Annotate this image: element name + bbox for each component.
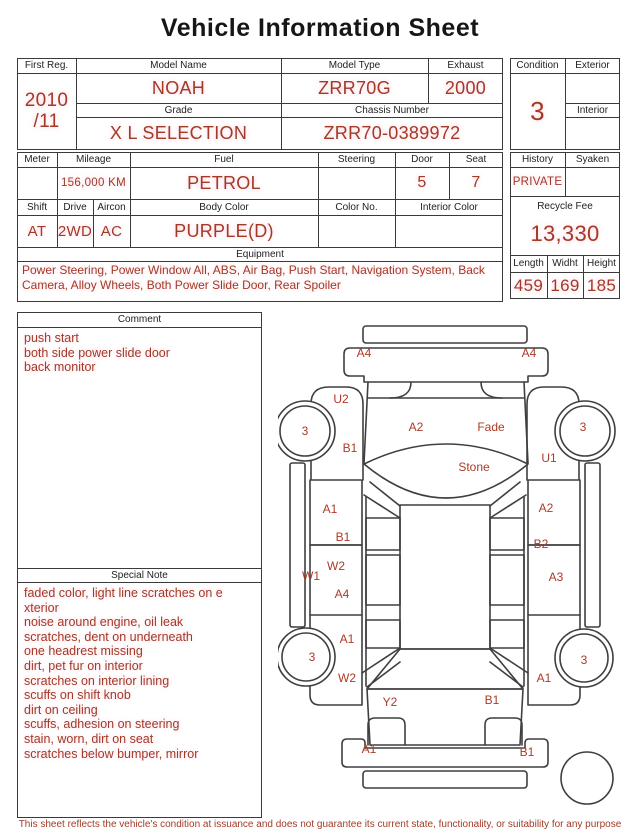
grid-line bbox=[57, 199, 58, 247]
special-note-lines bbox=[24, 586, 260, 761]
interior-color-label: Interior Color bbox=[420, 201, 478, 213]
damage-code-label: 3 bbox=[579, 420, 587, 434]
damage-code-label: B1 bbox=[342, 441, 358, 455]
text-line: scratches, dent on underneath bbox=[24, 629, 193, 644]
grid-line bbox=[565, 152, 566, 196]
disclaimer-text: This sheet reflects the vehicle's condition at issuance and does not guarantee its current state, functionality, or suitability for any purpose bbox=[18, 819, 622, 830]
spare-wheel bbox=[561, 752, 613, 804]
text-line: dirt, pet fur on interior bbox=[24, 658, 143, 673]
headlight-arc-right bbox=[481, 382, 502, 398]
comment-lines bbox=[24, 331, 256, 375]
history-label: History bbox=[521, 154, 554, 165]
model-name-label: Model Name bbox=[150, 60, 207, 71]
grid-line bbox=[547, 255, 548, 299]
aircon-value: AC bbox=[100, 222, 123, 240]
body-color-value: PURPLE(D) bbox=[174, 220, 274, 241]
damage-code-label: A1 bbox=[322, 502, 338, 516]
seat-value: 7 bbox=[471, 174, 481, 191]
text-line: scratches on interior lining bbox=[24, 673, 170, 688]
equipment-label: Equipment bbox=[236, 248, 284, 260]
door-label: Door bbox=[411, 154, 433, 165]
grid-line bbox=[395, 199, 396, 247]
left-window-1-shape bbox=[366, 518, 400, 550]
text-line: scuffs, adhesion on steering bbox=[24, 717, 180, 732]
grid-line bbox=[318, 199, 319, 247]
damage-code-label: 3 bbox=[308, 650, 316, 664]
damage-code-label: B2 bbox=[533, 537, 549, 551]
damage-code-label: B1 bbox=[519, 745, 535, 759]
damage-code-label: 3 bbox=[580, 653, 588, 667]
headlight-arc-left bbox=[390, 382, 411, 398]
grid-line bbox=[510, 272, 620, 273]
c-pillar-left-line bbox=[362, 648, 400, 673]
grade-value: X L SELECTION bbox=[109, 123, 248, 143]
damage-code-label: 3 bbox=[301, 424, 309, 438]
grid-line bbox=[510, 196, 620, 197]
text-line: noise around engine, oil leak bbox=[24, 615, 184, 630]
grid-line bbox=[17, 247, 503, 248]
steering-label: Steering bbox=[337, 154, 376, 165]
damage-code-label: A1 bbox=[339, 632, 355, 646]
page-title: Vehicle Information Sheet bbox=[160, 14, 480, 42]
grid-line bbox=[565, 58, 566, 150]
exhaust-value: 2000 bbox=[444, 77, 487, 98]
first-reg-month: /11 bbox=[33, 111, 60, 132]
hood-left-edge bbox=[364, 382, 368, 463]
windshield-shape bbox=[364, 444, 528, 498]
grade-label: Grade bbox=[164, 104, 193, 116]
grid-line bbox=[76, 58, 77, 150]
text-line: faded color, light line scratches on e bbox=[24, 586, 223, 600]
grid-line bbox=[395, 152, 396, 199]
text-line: both side power slide door bbox=[24, 345, 170, 360]
mileage-value: 156,000 KM bbox=[60, 177, 126, 189]
body-color-label: Body Color bbox=[199, 201, 249, 213]
model-name-value: NOAH bbox=[151, 77, 206, 98]
grid-line bbox=[17, 582, 262, 583]
damage-code-label: B1 bbox=[484, 693, 500, 707]
damage-code-label: Stone bbox=[458, 460, 490, 474]
width-label: Widht bbox=[552, 258, 578, 269]
right-window-2-shape bbox=[490, 555, 524, 605]
rear-lamp-right-shape bbox=[485, 718, 522, 745]
right-front-door-shape bbox=[528, 480, 580, 545]
grid-line bbox=[510, 255, 620, 256]
damage-code-label: A4 bbox=[334, 587, 350, 601]
damage-code-label: W2 bbox=[338, 671, 356, 685]
damage-code-label: Fade bbox=[477, 420, 505, 434]
length-label: Length bbox=[513, 258, 544, 269]
rear-bumper-strip-shape bbox=[363, 771, 527, 788]
grid-line bbox=[17, 215, 503, 216]
chassis-label: Chassis Number bbox=[355, 104, 429, 116]
grid-line bbox=[130, 152, 131, 199]
grid-line bbox=[17, 568, 262, 569]
grid-line bbox=[318, 152, 319, 199]
text-line: push start bbox=[24, 331, 79, 345]
front-bumper-shape bbox=[344, 348, 548, 382]
damage-code-label: W2 bbox=[327, 559, 345, 573]
text-line: dirt on ceiling bbox=[24, 702, 98, 717]
grid-line bbox=[17, 167, 503, 168]
grid-line bbox=[565, 103, 620, 104]
meter-label: Meter bbox=[24, 154, 50, 165]
text-line: stain, worn, dirt on seat bbox=[24, 731, 154, 746]
first-reg-label: First Reg. bbox=[24, 60, 69, 71]
grid-line bbox=[583, 255, 584, 299]
seat-label: Seat bbox=[465, 154, 487, 165]
damage-code-label: A1 bbox=[361, 742, 377, 756]
shift-label: Shift bbox=[26, 201, 47, 213]
rear-lamp-left-shape bbox=[368, 718, 405, 745]
right-window-1-shape bbox=[490, 518, 524, 550]
first-reg-value bbox=[17, 74, 76, 148]
left-window-3-shape bbox=[366, 620, 400, 648]
damage-code-label: U1 bbox=[541, 451, 557, 465]
interior-label: Interior bbox=[576, 104, 609, 116]
grid-line bbox=[57, 152, 58, 199]
height-value: 185 bbox=[586, 275, 617, 295]
damage-code-label: U2 bbox=[333, 392, 349, 406]
damage-code-label: Y2 bbox=[382, 695, 398, 709]
recycle-fee-label: Recycle Fee bbox=[537, 200, 593, 212]
damage-code-label: B1 bbox=[335, 530, 351, 544]
grid-line bbox=[17, 261, 503, 262]
drive-value: 2WD bbox=[57, 222, 93, 240]
grid-line bbox=[510, 73, 620, 74]
damage-code-label: A1 bbox=[536, 671, 552, 685]
text-line: scratches below bumper, mirror bbox=[24, 746, 199, 761]
c-pillar-right-line bbox=[490, 648, 528, 673]
aircon-label: Aircon bbox=[97, 201, 126, 213]
left-window-2-shape bbox=[366, 555, 400, 605]
special-note-label: Special Note bbox=[111, 569, 168, 581]
grid-line bbox=[17, 199, 503, 200]
model-type-label: Model Type bbox=[328, 60, 381, 71]
fuel-value: PETROL bbox=[187, 172, 261, 193]
a-pillar-right-inner-line bbox=[490, 495, 526, 518]
drive-label: Drive bbox=[63, 201, 87, 213]
a-pillar-left-inner-line bbox=[364, 495, 400, 518]
exterior-label: Exterior bbox=[575, 60, 610, 71]
height-label: Height bbox=[587, 258, 616, 269]
damage-code-label: W1 bbox=[302, 569, 320, 583]
mileage-label: Mileage bbox=[75, 154, 112, 165]
left-rocker-panel-shape bbox=[290, 463, 305, 627]
condition-label: Condition bbox=[516, 60, 559, 71]
right-window-3-shape bbox=[490, 620, 524, 648]
grid-line bbox=[17, 327, 262, 328]
recycle-fee-value: 13,330 bbox=[530, 221, 600, 246]
history-value: PRIVATE bbox=[512, 175, 563, 188]
color-no-label: Color No. bbox=[335, 201, 378, 213]
roof-shape bbox=[400, 505, 490, 649]
damage-code-label: A3 bbox=[548, 570, 564, 584]
damage-code-label: A4 bbox=[521, 346, 537, 360]
length-value: 459 bbox=[513, 275, 544, 295]
condition-value: 3 bbox=[530, 96, 545, 126]
grid-line bbox=[76, 117, 503, 118]
exhaust-label: Exhaust bbox=[447, 60, 484, 71]
door-value: 5 bbox=[417, 174, 427, 191]
grid-line bbox=[93, 199, 94, 247]
text-line: back monitor bbox=[24, 360, 96, 374]
car-damage-diagram bbox=[278, 312, 638, 812]
grid-line bbox=[449, 152, 450, 199]
front-bumper-strip-shape bbox=[363, 326, 527, 343]
damage-code-label: A4 bbox=[356, 346, 372, 360]
text-line: scuffs on shift knob bbox=[24, 688, 131, 703]
text-line: xterior bbox=[24, 600, 59, 615]
comment-label: Comment bbox=[117, 314, 162, 325]
chassis-value: ZRR70-0389972 bbox=[323, 123, 461, 143]
damage-code-label: A2 bbox=[538, 501, 554, 515]
syaken-label: Syaken bbox=[575, 154, 610, 165]
left-rear-wheel-inner bbox=[282, 633, 330, 681]
fuel-label: Fuel bbox=[214, 154, 234, 165]
shift-value: AT bbox=[27, 222, 47, 240]
first-reg-year: 2010 bbox=[24, 89, 69, 111]
grid-line bbox=[130, 199, 131, 247]
damage-code-label: A2 bbox=[408, 420, 424, 434]
width-value: 169 bbox=[550, 275, 580, 295]
grid-line bbox=[17, 73, 503, 74]
grid-line bbox=[565, 117, 620, 118]
grid-line bbox=[281, 58, 282, 150]
grid-line bbox=[76, 103, 503, 104]
equipment-value: Power Steering, Power Window All, ABS, Air Bag, Push Start, Navigation System, Back Camera, Alloy Wheels, Both Power Slide Door, Rear Spoiler bbox=[22, 263, 485, 292]
text-line: one headrest missing bbox=[24, 644, 143, 659]
model-type-value: ZRR70G bbox=[318, 77, 391, 98]
right-rocker-panel-shape bbox=[585, 463, 600, 627]
grid-line bbox=[428, 58, 429, 103]
